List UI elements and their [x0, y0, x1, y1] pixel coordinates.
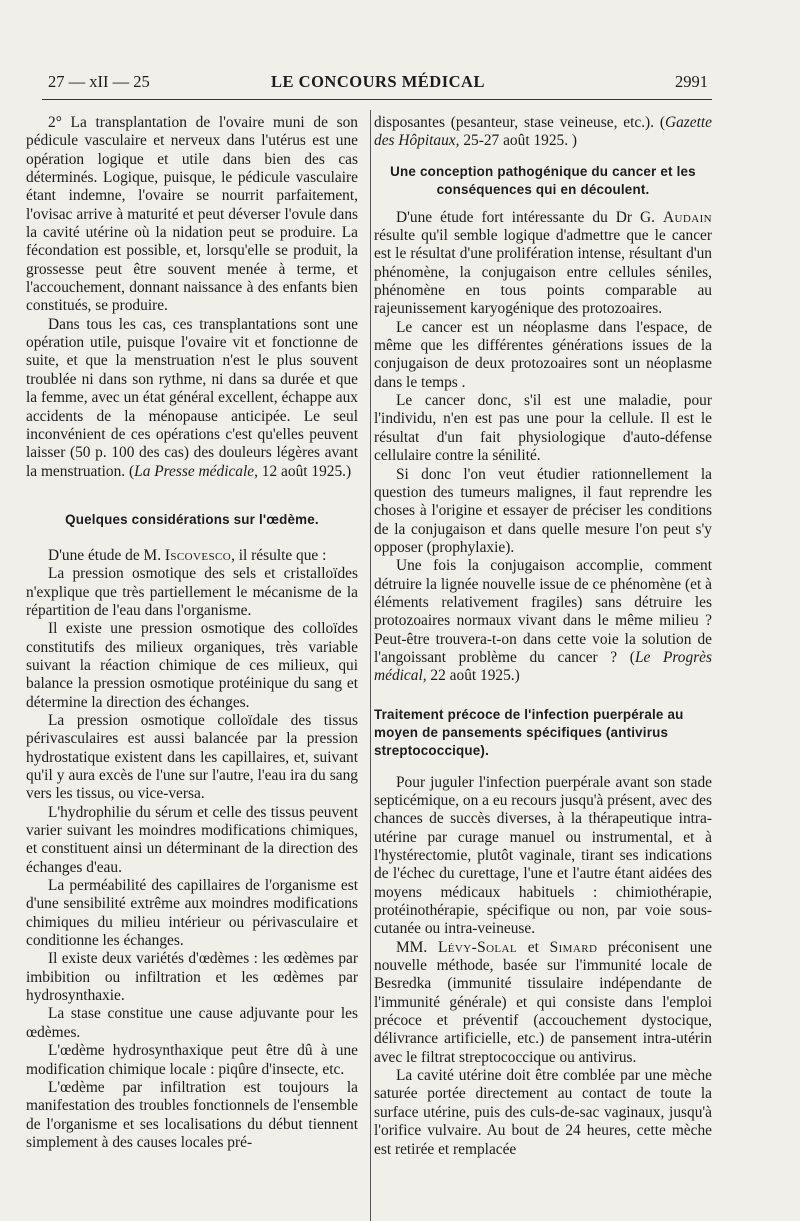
paragraph-text: Dans tous les cas, ces transplantations sont une opération utile, puisque l'ovaire vit et fonctionne de suite, et que la menstruation n'est le plus souvent troublée ni dans son rythme, ni dans sa durée et que la femme, avec un état général excellent, échappe aux accidents de la ménopause anticipée. Le seul inconvénient de ces opérations c'est qu'elles peuvent laisser (50 p. 100 des cas) des douleurs légères avant la menstruation. ( [26, 315, 358, 480]
paragraph [374, 209, 712, 319]
paragraph: La stase constitue une cause adjuvante pour les œdèmes. [26, 1005, 358, 1041]
paragraph [374, 557, 712, 685]
source-citation: Le Progrès médical, [374, 648, 713, 685]
paragraph [26, 547, 358, 565]
source-citation: La Presse médicale, [134, 462, 258, 480]
paragraph: La cavité utérine doit être comblée par une mèche saturée portée directement au contact de toute la surface utérine, puis des culs-de-sac vaginaux, jusqu'à l'orifice vulvaire. Au bout de 24 heures, cette mèche est retirée et remplacée [374, 1067, 712, 1158]
paragraph-text: D'une étude de M. [48, 546, 165, 564]
paragraph-text: D'une étude fort intéressante du Dr G. [396, 208, 664, 226]
paragraph-text: Une fois la conjugaison accomplie, comment détruire la lignée nouvelle issue de ce phénomène (et à éléments relativement fragiles) sans détruire les protozoaires normaux vivant dans le même milieu ? Peut-être trouvera-t-on dans cette voie la solution de l'angoissant problème du cancer ? ( [374, 557, 712, 666]
right-column [374, 114, 712, 1159]
paragraph [374, 939, 712, 1067]
paragraph-text: disposantes (pesanteur, stase veineuse, etc.). ( [374, 114, 665, 131]
author-name: Simard [549, 938, 598, 956]
issue-date: 27 — xII — 25 [48, 72, 150, 91]
paragraph-text: , il résulte que : [231, 546, 327, 564]
paragraph: Le cancer donc, s'il est une maladie, pour l'individu, n'en est pas une pour la cellule. Il est le résultat d'un fait physiologique d'auto-défense cellulaire contre la sénilité. [374, 392, 712, 465]
page-number: 2991 [675, 72, 708, 91]
paragraph: Il existe une pression osmotique des colloïdes constitutifs des milieux organiques, très variable suivant la réaction chimique de ces milieux, qui balance la pression osmotique protéinique du sang et détermine la direction des échanges. [26, 620, 358, 711]
author-name: Lévy-Solal [437, 938, 518, 956]
paragraph: La perméabilité des capillaires de l'organisme est d'une sensibilité extrême aux moindres modifications chimiques du milieu intérieur ou périvasculaire et conditionne les échanges. [26, 877, 358, 950]
citation-date: 25-27 août 1925. ) [459, 132, 578, 150]
paragraph-text: préconisent une nouvelle méthode, basée sur l'immunité locale de Besredka (immunité tissulaire indépendante de l'immunité générale) et qui consiste dans l'emploi précoce et préventif (accouchement dystocique, délivrance artificielle, etc.) de pansement intra-utérin avec le filtrat streptococcique ou antivirus. [374, 938, 712, 1066]
column-divider [370, 110, 371, 1221]
paragraph: 2° La transplantation de l'ovaire muni de son pédicule vasculaire et nerveux dans l'utérus est une opération logique et utile dans bien des cas déterminés. Logique, puisque, le pédicule vasculaire étant indemne, l'ovaire se nourrit parfaitement, l'ovisac arrive à maturité et peut déverser l'ovule dans la cavité utérine où la nidation peut se produire. La fécondation est possible, et, lorsqu'elle se produit, la grossesse peut être souvent menée à terme, et l'accouchement, donnant naissance à des enfants bien constitués, se produire. [26, 114, 358, 315]
paragraph: Le cancer est un néoplasme dans l'espace, de même que les différentes générations issues de la conjugaison de deux protozoaires sont un néoplasme dans le temps . [374, 318, 712, 391]
paragraph: Si donc l'on veut étudier rationnellement la question des tumeurs malignes, il faut reprendre les choses à l'origine et essayer de préciser les conditions de la conjugaison et dans quelle mesure l'on peut s'y opposer (prophylaxie). [374, 465, 712, 556]
paragraph: Pour juguler l'infection puerpérale avant son stade septicémique, on a eu recours jusqu'à présent, avec des chances de succès diverses, à la thérapeutique intra-utérine par curage manuel ou instrumental, et à l'hystérectomie, plutôt vaginale, tirant ses indications de l'échec du curettage, l'une et l'autre étant aidées des moyens médicaux habituels : chimiothérapie, protéinothérapie, spécifique ou non, par voie sous-cutanée ou intra-veineuse. [374, 773, 712, 938]
left-column [26, 114, 358, 1152]
header-rule [42, 99, 712, 100]
section-heading-puerperal: Traitement précoce de l'infection puerpérale au moyen de pansements spécifiques (antivirus streptococcique). [374, 706, 684, 758]
section-heading-oedeme: Quelques considérations sur l'œdème. [65, 511, 319, 527]
paragraph [374, 114, 712, 151]
paragraph: L'œdème par infiltration est toujours la manifestation des troubles fonctionnels de l'ensemble de l'organisme et ses localisations du début tiennent simplement à des causes locales pré- [26, 1078, 358, 1151]
paragraph: L'hydrophilie du sérum et celle des tissus peuvent varier suivant les moindres modifications chimiques, et constituent ainsi un déterminant de la direction des échanges d'eau. [26, 803, 358, 876]
paragraph-text: MM. [396, 938, 438, 956]
paragraph: La pression osmotique des sels et cristalloïdes n'explique que très partiellement le mécanisme de la répartition de l'eau dans l'organisme. [26, 565, 358, 619]
source-citation: Gazette des Hôpitaux, [374, 114, 712, 150]
paragraph: La pression osmotique colloïdale des tissus périvasculaires est aussi balancée par la pression hydrostatique existent dans les capillaires, et, suivant qu'il y aura excès de l'une sur l'autre, l'eau ira du sang vers les tissus, ou vice-versa. [26, 711, 358, 803]
paragraph-text: résulte qu'il semble logique d'admettre que le cancer est le résultat d'une prolifération intense, résultant d'un phénomène, la conjugaison entre cellules séniles, phénomène en tous points comparable au rajeunissement karyogénique des protozoaires. [374, 227, 712, 318]
journal-title: LE CONCOURS MÉDICAL [271, 72, 485, 91]
paragraph: L'œdème hydrosynthaxique peut être dû à une modification chimique locale : piqûre d'insecte, etc. [26, 1042, 358, 1078]
citation-date: 22 août 1925.) [426, 667, 520, 685]
citation-date: 12 août 1925.) [257, 462, 352, 480]
section-heading-cancer: Une conception pathogénique du cancer et les conséquences qui en découlent. [390, 163, 696, 197]
running-head [48, 72, 708, 96]
author-name: Iscovesco [164, 546, 232, 564]
paragraph [26, 316, 358, 481]
paragraph: Il existe deux variétés d'œdèmes : les œdèmes par imbibition ou infiltration et les œdèmes par hydrosynthaxie. [26, 950, 358, 1005]
author-name: Audain [663, 208, 712, 226]
paragraph-text: et [517, 938, 550, 956]
